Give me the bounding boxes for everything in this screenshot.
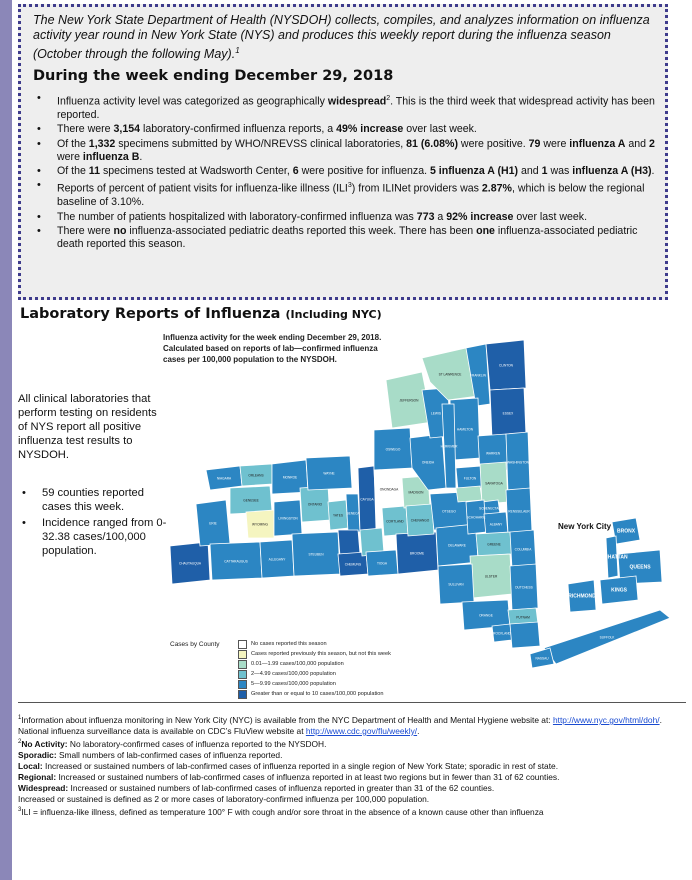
definition-sporadic: Sporadic: Small numbers of lab-confirmed cases of influenza reported.: [18, 749, 283, 760]
county-label: ALBANY: [489, 522, 503, 527]
county-label: SCHOHARIE: [466, 515, 486, 520]
intro-paragraph: The New York State Department of Health (NYSDOH) collects, compiles, and analyzes information on influenza activity year round in New York State (NYS) and produces this weekly report during the influenza season (October through the following May).$^1$: [33, 13, 650, 62]
legend-item: [238, 689, 458, 699]
legend-label: Cases reported previously this season, but not this week: [251, 651, 391, 657]
county-label: LIVINGSTON: [278, 516, 298, 521]
list-item: • Incidence ranged from 0-32.38 cases/100,000 population.: [18, 516, 168, 558]
legend-item: [238, 659, 458, 669]
county-label: SUFFOLK: [599, 635, 615, 640]
county-label: CHENANGO: [410, 518, 430, 523]
county-label: CHEMUNG: [344, 562, 362, 567]
footnote-2: $^2$No Activity: No laboratory-confirmed cases of influenza reported to the NYSDOH.: [18, 738, 327, 749]
county-label: MANHATTAN: [596, 554, 628, 561]
county-label: ORANGE: [479, 613, 493, 618]
legend-item: [238, 669, 458, 679]
legend-title: Cases by County: [170, 641, 220, 648]
county-label: GREENE: [487, 542, 501, 547]
county-label: DUTCHESS: [515, 585, 533, 590]
county-label: ORLEANS: [248, 473, 264, 478]
county-label: WYOMING: [252, 522, 268, 527]
county-montgomery: [456, 486, 482, 502]
legend-swatch: [238, 690, 247, 699]
county-label: COLUMBIA: [514, 547, 532, 552]
legend-swatch: [238, 660, 247, 669]
list-item: • 59 counties reported cases this week.: [18, 486, 168, 514]
footnote-3: $^3$ILI = influenza-like illness, defined as temperature 100° F with cough and/or sore throat in the absence of a known cause other than influenza: [18, 807, 544, 818]
county-label: CLINTON: [499, 363, 513, 368]
county-label: ST LAWRENCE: [438, 372, 462, 377]
summary-bullets: [33, 92, 655, 251]
legend-swatch: [238, 640, 247, 649]
legend-label: Greater than or equal to 10 cases/100,000 population: [251, 691, 384, 697]
county-westchester: [510, 622, 540, 648]
county-label: BRONX: [616, 528, 636, 535]
lab-bullets: [18, 486, 168, 560]
county-label: OTSEGO: [442, 509, 456, 514]
county-label: RENSSELAER: [508, 509, 530, 514]
county-label: JEFFERSON: [399, 398, 419, 403]
county-schuyler: [338, 530, 360, 556]
county-label: HAMILTON: [456, 427, 474, 432]
county-label: CHAUTAUQUA: [178, 561, 202, 566]
county-label: OSWEGO: [385, 447, 401, 452]
county-label: STEUBEN: [308, 552, 324, 557]
lab-reports-heading: Laboratory Reports of Influenza (Including NYC): [20, 306, 382, 322]
footnotes: [18, 702, 686, 818]
county-label: SARATOGA: [485, 481, 503, 486]
county-label: FRANKLIN: [470, 373, 486, 378]
county-label: YATES: [333, 513, 343, 518]
county-label: ULSTER: [484, 574, 498, 579]
summary-bullet: • There were no influenza-associated pediatric deaths reported this week. There has been one influenza-associated pediatric death reported this season.: [33, 225, 655, 252]
footnote-1: $^1$Information about influenza monitoring in New York City (NYC) is available from the NYC Department of Health and Mental Hygiene website at: http://www.nyc.gov/html/doh/. National influenza surveillance data is available on CDC’s FluView website at http://www.cdc.gov/flu/weekly/.: [18, 714, 662, 736]
nyc-doh-link[interactable]: http://www.nyc.gov/html/doh/: [552, 714, 660, 725]
legend-swatch: [238, 650, 247, 659]
county-label: BROOME: [409, 551, 425, 556]
county-label: ONEIDA: [421, 460, 435, 465]
county-label: SCHENECTADY: [479, 506, 503, 511]
county-label: SENECA: [346, 511, 360, 516]
county-label: DELAWARE: [448, 543, 466, 548]
county-label: ERIE: [209, 521, 217, 526]
county-label: GENESEE: [243, 498, 259, 503]
county-label: WARREN: [485, 451, 501, 456]
county-label: ROCKLAND: [493, 631, 511, 636]
summary-bullet: • Of the 1,332 specimens submitted by WHO/NREVSS clinical laboratories, 81 (6.08%) were positive. 79 were influenza A and 2 were influenza B.: [33, 138, 655, 165]
summary-bullet: • Of the 11 specimens tested at Wadsworth Center, 6 were positive for influenza. 5 influenza A (H1) and 1 was influenza A (H3).: [33, 165, 655, 178]
summary-bullet: • There were 3,154 laboratory-confirmed influenza reports, a 49% increase over last week.: [33, 123, 655, 136]
county-label: ONONDAGA: [379, 487, 399, 492]
left-accent-bar: [0, 0, 12, 880]
summary-bullet: • Influenza activity level was categorized as geographically widespread$^2$. This is the third week that widespread activity has been reported.: [33, 92, 655, 122]
county-label: ALLEGANY: [268, 557, 286, 562]
nyc-label: New York City: [558, 522, 612, 531]
county-label: ESSEX: [502, 411, 514, 416]
definition-increased: Increased or sustained is defined as 2 or more cases of laboratory-confirmed influenza per 100,000 population.: [18, 794, 430, 805]
legend-label: No cases reported this season: [251, 641, 327, 647]
definition-widespread: Widespread: Increased or sustained numbers of lab-confirmed cases of influenza reported in greater than 31 of the 62 counties.: [18, 783, 495, 794]
cdc-fluview-link[interactable]: http://www.cdc.gov/flu/weekly/: [305, 725, 418, 736]
county-label: NASSAU: [535, 656, 549, 661]
legend-item: [238, 679, 458, 689]
county-label: MONROE: [282, 475, 298, 480]
county-label: CORTLAND: [386, 519, 404, 524]
county-label: WAYNE: [323, 471, 335, 476]
summary-bullet: • The number of patients hospitalized with laboratory-confirmed influenza was 773 a 92% increase over last week.: [33, 211, 655, 224]
county-label: FULTON: [463, 476, 477, 481]
legend-item: [238, 649, 458, 659]
map-caption: Influenza activity for the week ending December 29, 2018. Calculated based on reports of lab—confirmed influenza cases per 100,000 population to the NYSDOH.: [163, 333, 382, 364]
county-label: HERKIMER: [440, 444, 458, 449]
county-label: MADISON: [408, 490, 424, 495]
county-label: LEWIS: [431, 411, 441, 416]
county-label: KINGS: [611, 587, 627, 594]
county-label: CAYUGA: [360, 497, 374, 502]
county-label: SULLIVAN: [448, 582, 464, 587]
county-label: ONTARIO: [307, 502, 323, 507]
county-label: WASHINGTON: [507, 460, 529, 465]
county-label: TIOGA: [377, 561, 387, 566]
legend-label: 5—9.99 cases/100,000 population: [251, 681, 336, 687]
lab-description: All clinical laboratories that perform testing on residents of NYS report all positive influenza test results to NYSDOH.: [18, 393, 157, 461]
county-label: NIAGARA: [216, 476, 232, 481]
legend-items: [238, 639, 458, 699]
week-heading: During the week ending December 29, 2018: [33, 68, 394, 85]
county-label: CATTARAUGUS: [224, 559, 248, 564]
county-label: RICHMOND: [568, 593, 596, 600]
summary-bullet: • Reports of percent of patient visits for influenza-like illness (ILI$^3$) from ILINet providers was 2.87%, which is below the regional baseline of 3.10%.: [33, 179, 655, 209]
summary-box: [18, 4, 668, 300]
legend-swatch: [238, 670, 247, 679]
legend-label: 0.01—1.99 cases/100,000 population: [251, 661, 344, 667]
legend-label: 2—4.99 cases/100,000 population: [251, 671, 336, 677]
legend-item: [238, 639, 458, 649]
legend-swatch: [238, 680, 247, 689]
county-label: QUEENS: [629, 564, 651, 571]
definition-local: Local: Increased or sustained numbers of lab-confirmed cases of influenza reported in a single region of New York State; sporadic in rest of state.: [18, 760, 559, 771]
county-label: PUTNAM: [516, 615, 530, 620]
definition-regional: Regional: Increased or sustained numbers of lab-confirmed cases of influenza reported in at least two regions but in fewer than 31 of 62 counties.: [18, 772, 560, 783]
